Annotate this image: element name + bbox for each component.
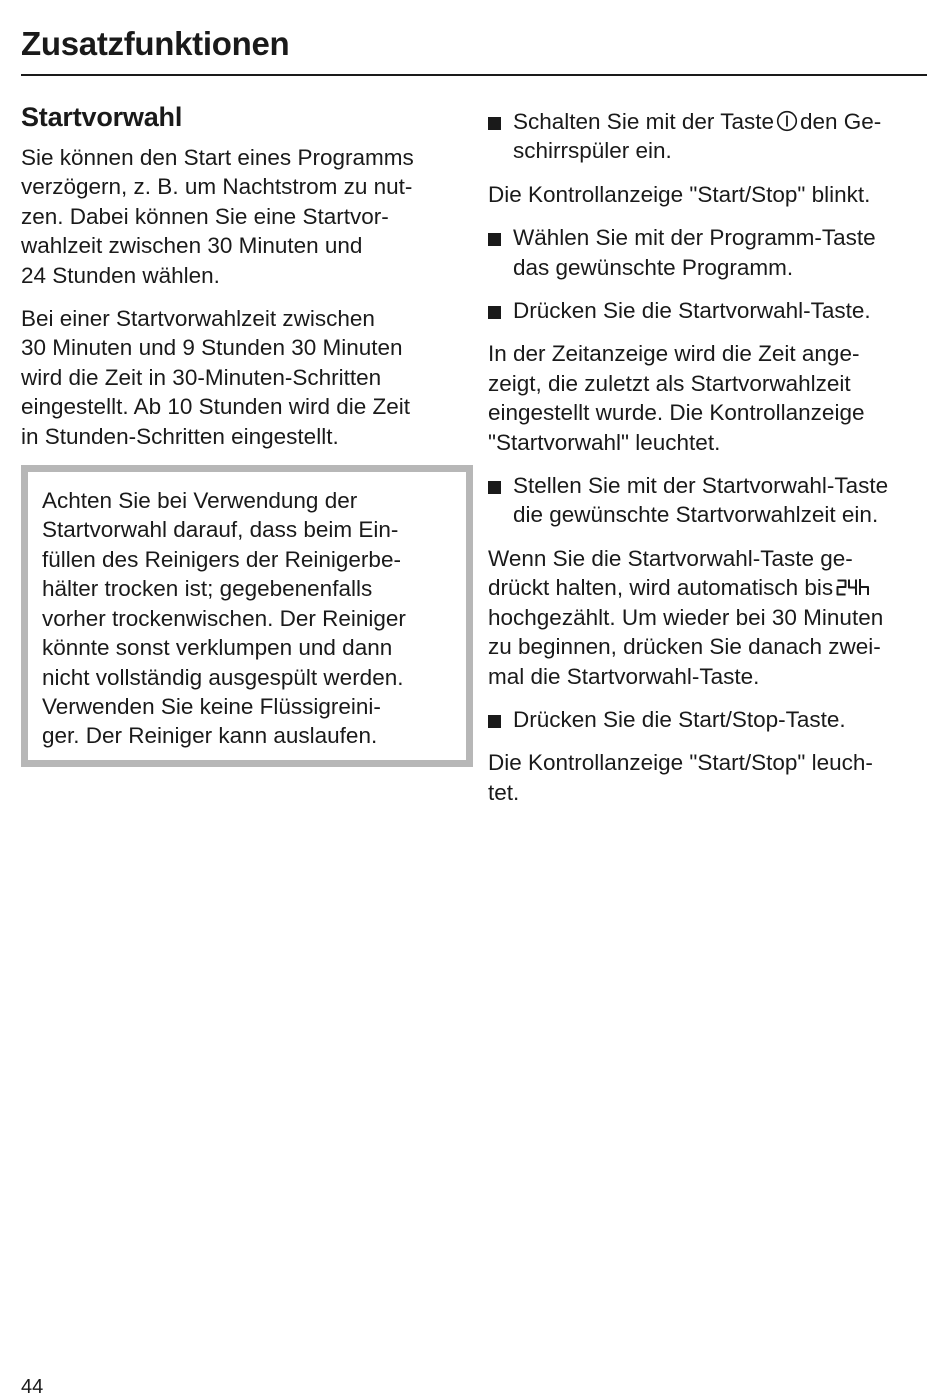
warning-text — [42, 486, 454, 751]
text-line: füllen des Reinigers der Reinigerbe- — [42, 546, 401, 572]
text-line: Achten Sie bei Verwendung der — [42, 488, 358, 514]
text-line — [488, 573, 928, 602]
section-heading: Startvorwahl — [21, 102, 183, 132]
power-icon — [776, 110, 798, 132]
step-press-start-stop — [488, 705, 928, 734]
warning-box — [21, 465, 473, 767]
text-line: ger. Der Reiniger kann auslaufen. — [42, 723, 378, 749]
bullet-square-icon — [488, 715, 501, 728]
right-column — [488, 100, 928, 821]
text-line: Die Kontrollanzeige "Start/Stop" blinkt. — [488, 181, 871, 207]
text-line: das gewünschte Programm. — [513, 254, 794, 280]
step-text: den Ge- — [799, 109, 882, 134]
text-line: 24 Stunden wählen. — [21, 262, 220, 288]
step-text: Schalten Sie mit der Taste — [513, 109, 774, 134]
text-line: schirrspüler ein. — [513, 138, 672, 164]
text-line: eingestellt wurde. Die Kontrollanzeige — [488, 400, 865, 426]
text-line: Wenn Sie die Startvorwahl-Taste ge- — [488, 545, 853, 571]
text-line: zeigt, die zuletzt als Startvorwahlzeit — [488, 370, 851, 396]
text-line: 30 Minuten und 9 Stunden 30 Minuten — [21, 335, 403, 361]
step-set-delay — [488, 471, 928, 530]
text-line: hälter trocken ist; gegebenenfalls — [42, 576, 373, 602]
text-line: zen. Dabei können Sie eine Startvor- — [21, 203, 389, 229]
left-column — [21, 100, 461, 767]
result-paragraph — [488, 180, 928, 209]
text-line: wird die Zeit in 30-Minuten-Schritten — [21, 364, 382, 390]
text-line: zu beginnen, drücken Sie danach zwei- — [488, 634, 881, 660]
lcd-24h-display-icon — [836, 577, 870, 597]
step-press-delay — [488, 296, 928, 325]
step-select-program — [488, 223, 928, 282]
text-line: die gewünschte Startvorwahlzeit ein. — [513, 502, 879, 528]
text-line: Verwenden Sie keine Flüssigreini- — [42, 693, 381, 719]
intro-paragraph — [21, 143, 461, 290]
text-line: hochgezählt. Um wieder bei 30 Minuten — [488, 604, 884, 630]
text-line: nicht vollständig ausgespült werden. — [42, 664, 404, 690]
result-paragraph — [488, 339, 928, 457]
page-number: 44 — [21, 1376, 44, 1398]
text-line: vorher trockenwischen. Der Reiniger — [42, 605, 406, 631]
bullet-square-icon — [488, 306, 501, 319]
text-line — [513, 107, 928, 136]
hint-text: drückt halten, wird automatisch bis — [488, 575, 834, 601]
text-line: Startvorwahl darauf, dass beim Ein- — [42, 517, 399, 543]
bullet-square-icon — [488, 233, 501, 246]
text-line: könnte sonst verklumpen und dann — [42, 635, 393, 661]
text-line: eingestellt. Ab 10 Stunden wird die Zeit — [21, 394, 410, 420]
text-line: in Stunden-Schritten eingestellt. — [21, 423, 339, 449]
detail-paragraph — [21, 304, 461, 451]
title-divider — [21, 74, 927, 76]
text-line: In der Zeitanzeige wird die Zeit ange- — [488, 341, 860, 367]
text-line: Die Kontrollanzeige "Start/Stop" leuch- — [488, 750, 873, 776]
text-line: wahlzeit zwischen 30 Minuten und — [21, 233, 363, 259]
result-paragraph — [488, 748, 928, 807]
text-line: mal die Startvorwahl-Taste. — [488, 663, 760, 689]
page-title: Zusatzfunktionen — [21, 25, 290, 62]
bullet-square-icon — [488, 481, 501, 494]
text-line: Stellen Sie mit der Startvorwahl-Taste — [513, 473, 889, 499]
text-line: "Startvorwahl" leuchtet. — [488, 429, 721, 455]
text-line: Bei einer Startvorwahlzeit zwischen — [21, 306, 375, 332]
text-line: Drücken Sie die Start/Stop-Taste. — [513, 706, 846, 732]
text-line: Sie können den Start eines Programms — [21, 145, 414, 170]
text-line: Drücken Sie die Startvorwahl-Taste. — [513, 298, 871, 324]
step-switch-on — [488, 107, 928, 166]
bullet-square-icon — [488, 117, 501, 130]
text-line: Wählen Sie mit der Programm-Taste — [513, 225, 876, 251]
text-line: tet. — [488, 779, 520, 805]
text-line: verzögern, z. B. um Nachtstrom zu nut- — [21, 174, 413, 200]
hint-paragraph — [488, 544, 928, 691]
